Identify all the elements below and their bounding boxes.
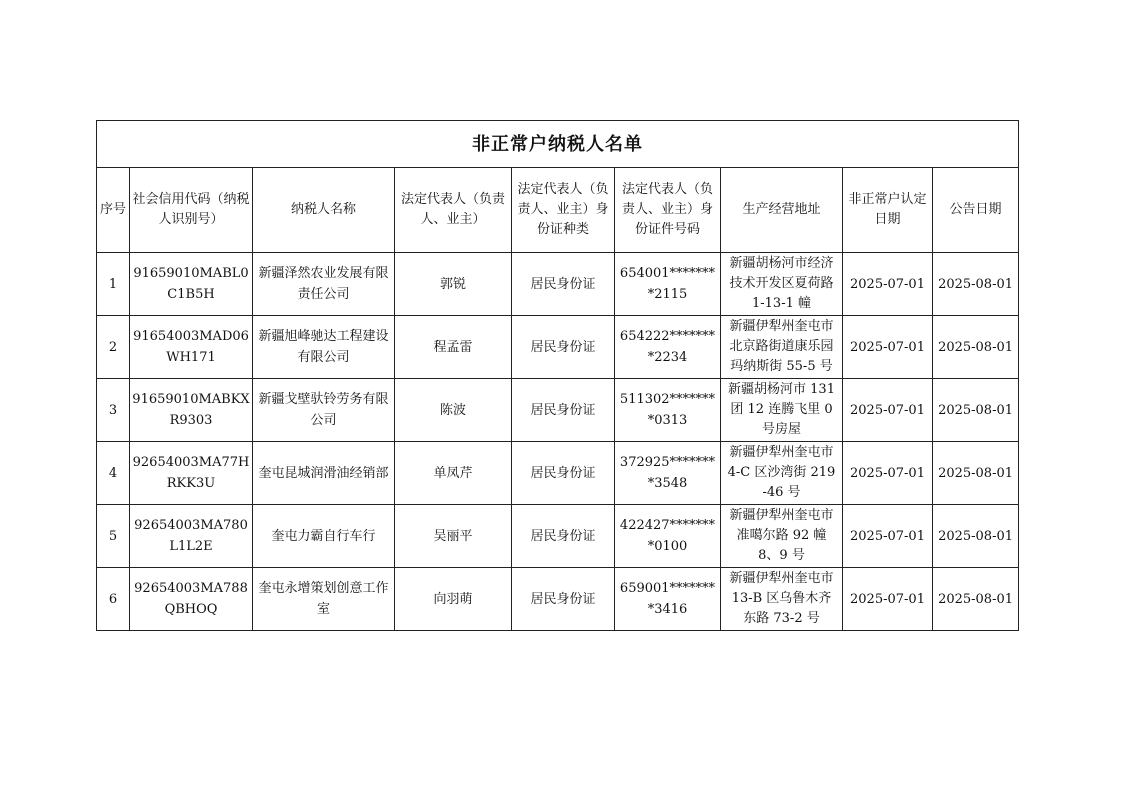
cell-id-type: 居民身份证 <box>512 316 615 379</box>
header-id-type: 法定代表人（负责人、业主）身份证种类 <box>512 168 615 253</box>
cell-id-type: 居民身份证 <box>512 379 615 442</box>
cell-announce-date: 2025-08-01 <box>933 505 1019 568</box>
header-legal-rep: 法定代表人（负责人、业主） <box>395 168 512 253</box>
cell-address: 新疆伊犁州奎屯市 13-B 区乌鲁木齐东路 73-2 号 <box>721 568 843 631</box>
cell-address: 新疆伊犁州奎屯市北京路街道康乐园玛纳斯街 55-5 号 <box>721 316 843 379</box>
cell-id-number: 511302********0313 <box>615 379 721 442</box>
cell-id-type: 居民身份证 <box>512 505 615 568</box>
cell-credit-code: 91659010MABL0C1B5H <box>130 253 253 316</box>
cell-credit-code: 91654003MAD06WH171 <box>130 316 253 379</box>
cell-announce-date: 2025-08-01 <box>933 253 1019 316</box>
cell-address: 新疆伊犁州奎屯市 4-C 区沙湾街 219-46 号 <box>721 442 843 505</box>
cell-abnormal-date: 2025-07-01 <box>843 505 933 568</box>
cell-name: 奎屯昆城润滑油经销部 <box>253 442 395 505</box>
table-row <box>97 442 1019 505</box>
cell-announce-date: 2025-08-01 <box>933 316 1019 379</box>
cell-name: 新疆泽然农业发展有限责任公司 <box>253 253 395 316</box>
cell-id-number: 372925********3548 <box>615 442 721 505</box>
header-announce-date: 公告日期 <box>933 168 1019 253</box>
cell-announce-date: 2025-08-01 <box>933 442 1019 505</box>
cell-legal-rep: 单凤芹 <box>395 442 512 505</box>
header-id-number: 法定代表人（负责人、业主）身份证件号码 <box>615 168 721 253</box>
table-row <box>97 316 1019 379</box>
page-title: 非正常户纳税人名单 <box>97 121 1019 168</box>
cell-credit-code: 92654003MA780L1L2E <box>130 505 253 568</box>
cell-abnormal-date: 2025-07-01 <box>843 568 933 631</box>
cell-abnormal-date: 2025-07-01 <box>843 442 933 505</box>
cell-legal-rep: 向羽萌 <box>395 568 512 631</box>
header-abnormal-date: 非正常户认定日期 <box>843 168 933 253</box>
header-row <box>97 168 1019 253</box>
cell-legal-rep: 吴丽平 <box>395 505 512 568</box>
cell-seq: 5 <box>97 505 130 568</box>
header-name: 纳税人名称 <box>253 168 395 253</box>
table-row <box>97 253 1019 316</box>
cell-seq: 2 <box>97 316 130 379</box>
title-row <box>97 121 1019 168</box>
cell-id-type: 居民身份证 <box>512 253 615 316</box>
cell-id-type: 居民身份证 <box>512 568 615 631</box>
cell-seq: 1 <box>97 253 130 316</box>
cell-id-number: 659001********3416 <box>615 568 721 631</box>
cell-abnormal-date: 2025-07-01 <box>843 316 933 379</box>
table-row <box>97 568 1019 631</box>
cell-credit-code: 92654003MA77HRKK3U <box>130 442 253 505</box>
cell-announce-date: 2025-08-01 <box>933 568 1019 631</box>
table-row <box>97 505 1019 568</box>
cell-legal-rep: 陈波 <box>395 379 512 442</box>
header-seq: 序号 <box>97 168 130 253</box>
cell-name: 奎屯力霸自行车行 <box>253 505 395 568</box>
cell-seq: 6 <box>97 568 130 631</box>
cell-legal-rep: 程孟雷 <box>395 316 512 379</box>
cell-name: 新疆戈壁驮铃劳务有限公司 <box>253 379 395 442</box>
cell-seq: 4 <box>97 442 130 505</box>
cell-abnormal-date: 2025-07-01 <box>843 253 933 316</box>
cell-legal-rep: 郭锐 <box>395 253 512 316</box>
cell-name: 新疆旭峰驰达工程建设有限公司 <box>253 316 395 379</box>
cell-address: 新疆伊犁州奎屯市准噶尔路 92 幢 8、9 号 <box>721 505 843 568</box>
cell-id-type: 居民身份证 <box>512 442 615 505</box>
abnormal-taxpayer-table <box>96 120 1019 631</box>
header-address: 生产经营地址 <box>721 168 843 253</box>
cell-address: 新疆胡杨河市 131 团 12 连腾飞里 0 号房屋 <box>721 379 843 442</box>
cell-credit-code: 91659010MABKXR9303 <box>130 379 253 442</box>
cell-address: 新疆胡杨河市经济技术开发区夏荷路 1-13-1 幢 <box>721 253 843 316</box>
cell-abnormal-date: 2025-07-01 <box>843 379 933 442</box>
cell-id-number: 654001********2115 <box>615 253 721 316</box>
table-row <box>97 379 1019 442</box>
cell-announce-date: 2025-08-01 <box>933 379 1019 442</box>
cell-name: 奎屯永增策划创意工作室 <box>253 568 395 631</box>
cell-id-number: 422427********0100 <box>615 505 721 568</box>
header-credit-code: 社会信用代码（纳税人识别号） <box>130 168 253 253</box>
cell-seq: 3 <box>97 379 130 442</box>
cell-id-number: 654222********2234 <box>615 316 721 379</box>
cell-credit-code: 92654003MA788QBHOQ <box>130 568 253 631</box>
